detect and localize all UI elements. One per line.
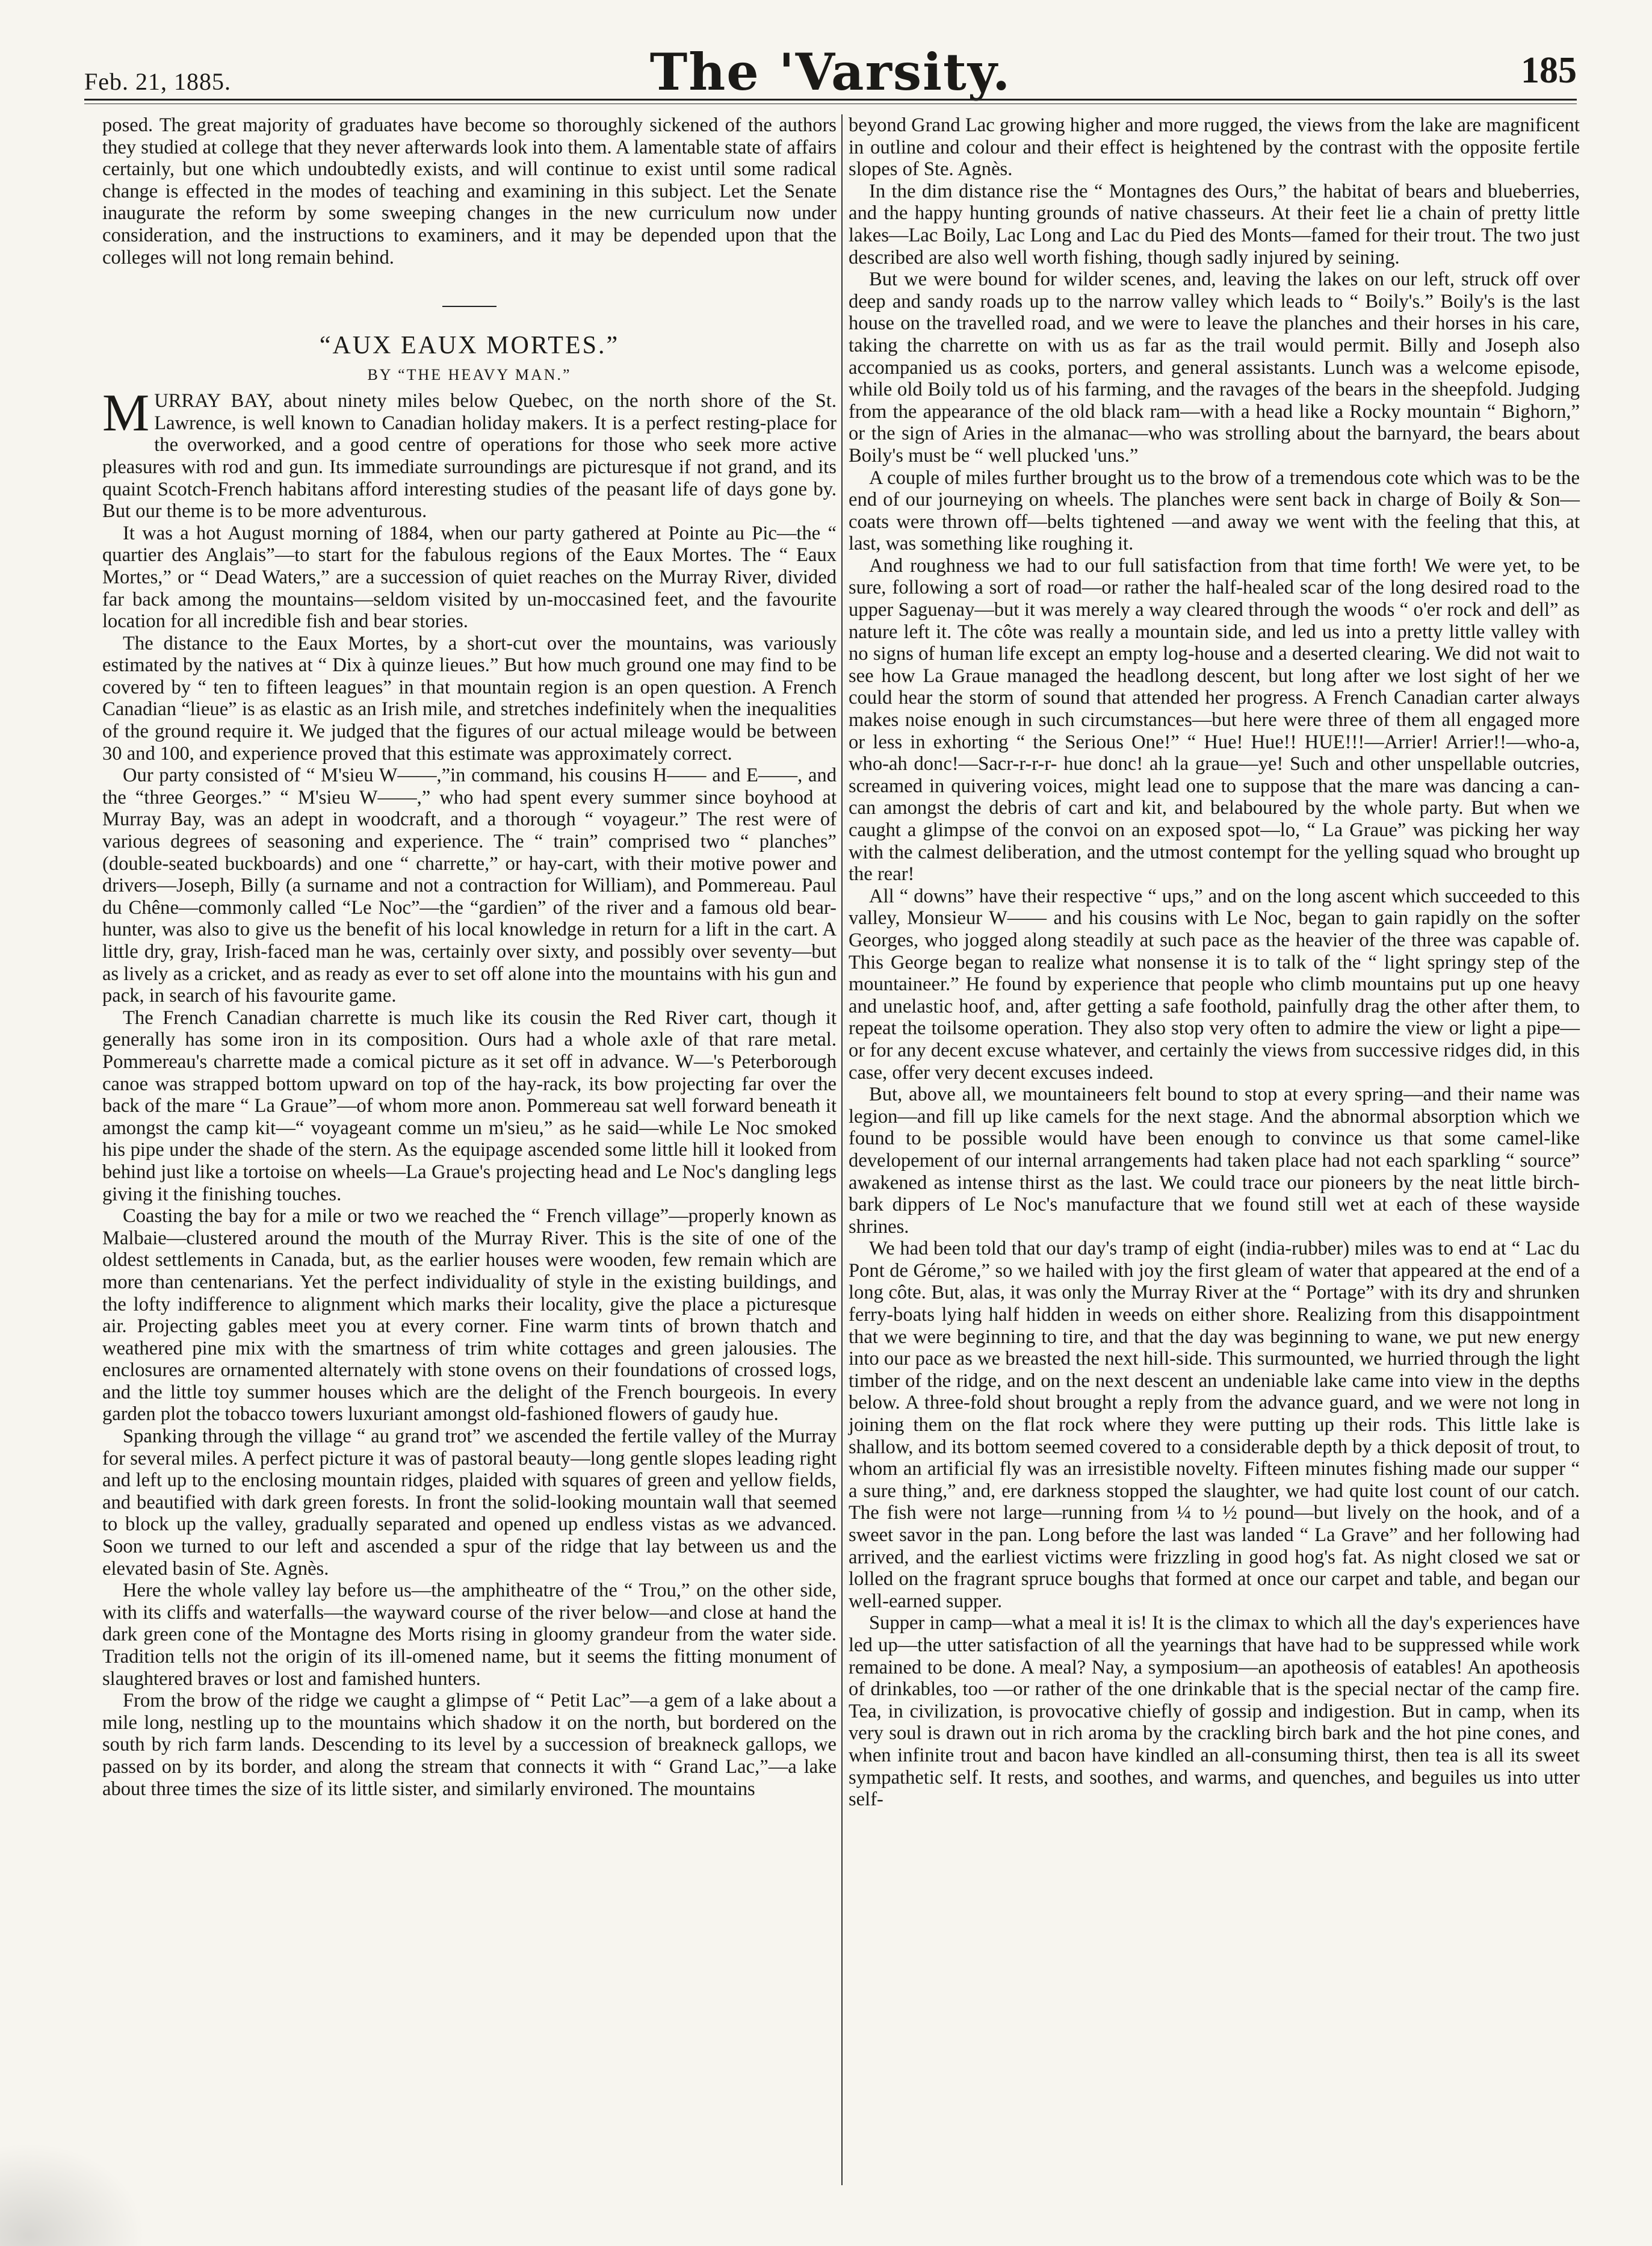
article-paragraph: The distance to the Eaux Mortes, by a short-cut over the mountains, was variously estimated by the natives at “ Dix à quinze lieues.” But how much ground one may find to be covered by “ ten to fifteen leagues” in that mountain region is an open question. A French Canadian “lieue” is as elastic as an Irish mile, and stretches indefinitely when the inequalities of the ground require it. We judged that the figures of our actual mileage would be between 30 and 100, and experience proved that this estimate was approximately correct. xyxy=(102,632,837,765)
article-paragraph: A couple of miles further brought us to the brow of a tremendous cote which was to be the end of our journeying on wheels. The planches were sent back in charge of Boily & Son—coats were thrown off—belts tightened —and away we went with the feeling that this, at last, was something like roughing it. xyxy=(849,467,1580,555)
article-paragraph: Supper in camp—what a meal it is! It is the climax to which all the day's experiences have led up—the utter satisfaction of all the yearnings that have had to be suppressed while work remained to be done. A meal? Nay, a symposium—an apotheosis of eatables! An apotheosis of drinkables, too —or rather of the one drinkable that is the special nectar of the camp fire. Tea, in civilization, is provocative chiefly of gossip and indigestion. But in camp, when its very soul is drawn out in rich aroma by the crackling birch bark and the hot pine cones, and when infinite trout and bacon have kindled an all-consuming thirst, then tea is all its sweet sympathetic self. It rests, and soothes, and warms, and quenches, and beguiles us into utter self- xyxy=(849,1612,1580,1811)
article-paragraph: Spanking through the village “ au grand trot” we ascended the fertile valley of the Murray for several miles. A perfect picture it was of pastoral beauty—long gentle slopes leading right and left up to the enclosing mountain ridges, plaided with squares of green and yellow fields, and beautified with dark green forests. In front the solid-looking mountain wall that seemed to block up the valley, gradually separated and opened up endless vistas as we advanced. Soon we turned to our left and ascended a spur of the ridge that lay between us and the elevated basin of Ste. Agnès. xyxy=(102,1425,837,1580)
article-paragraph: We had been told that our day's tramp of eight (india-rubber) miles was to end at “ Lac du Pont de Gérome,” so we hailed with joy the first gleam of water that appeared at the end of a long côte. But, alas, it was only the Murray River at the “ Portage” with its dry and shrunken ferry-boats lying half hidden in weeds on either shore. Realizing from this disappointment that we were beginning to tire, and that the day was beginning to wane, we put new energy into our pace as we breasted the next hill-side. This surmounted, we hurried through the light timber of the ridge, and on the next descent an undeniable lake came into view in the depths below. A three-fold shout brought a reply from the advance guard, and we were not long in joining them on the flat rock where they were putting up their rods. This little lake is shallow, and its bottom seemed covered to a considerable depth by a thick deposit of trout, to whom an artificial fly was an irresistible novelty. Fifteen minutes fishing made our supper “ a sure thing,” and, ere darkness stopped the slaughter, we had quite lost count of our catch. The fish were not large—running from ¼ to ½ pound—but lively on the hook, and of a sweet savor in the pan. Long before the last was landed “ La Grave” and her following had arrived, and the earliest victims were frizzling in good hog's fat. As night closed we sat or lolled on the fragrant spruce boughs that formed at once our carpet and table, and began our well-earned supper. xyxy=(849,1238,1580,1612)
page-header xyxy=(84,36,1577,102)
section-separator xyxy=(442,306,497,307)
drop-cap: M xyxy=(102,384,150,443)
article-paragraph: In the dim distance rise the “ Montagnes des Ours,” the habitat of bears and blueberries, and the happy hunting grounds of native chasseurs. At their feet lie a chain of pretty little lakes—Lac Boily, Lac Long and Lac du Pied des Monts—famed for their trout. The two just described are also well worth fishing, though sadly injured by seining. xyxy=(849,180,1580,268)
right-column xyxy=(849,114,1580,2203)
masthead-title: The 'Varsity. xyxy=(649,42,1012,102)
header-rule xyxy=(84,99,1577,101)
article-paragraph: Our party consisted of “ M'sieu W——,”in command, his cousins H—— and E——, and the “three Georges.” “ M'sieu W——,” who had spent every summer since boyhood at Murray Bay, was an adept in woodcraft, and a thorough “ voyageur.” The rest were of various degrees of seasoning and experience. The “ train” comprised two “ planches” (double-seated buckboards) and one “ charrette,” or hay-cart, with their motive power and drivers—Joseph, Billy (a surname and not a contraction for William), and Pommereau. Paul du Chêne—commonly called “Le Noc”—the “gardien” of the river and a famous old bear-hunter, was also to give us the benefit of his local knowledge in return for a lift in the cart. A little dry, gray, Irish-faced man he was, certainly over sixty, and possibly over seventy—but as lively as a cricket, and as ready as ever to set off alone into the mountains with his gun and pack, in search of his favourite game. xyxy=(102,765,837,1007)
article-byline: BY “THE HEAVY MAN.” xyxy=(367,366,572,384)
article-paragraph: From the brow of the ridge we caught a glimpse of “ Petit Lac”—a gem of a lake about a mile long, nestling up to the mountains which shadow it on the north, but bordered on the south by rich farm lands. Descending to its level by a succession of breakneck gallops, we passed on by its border, and along the stream that connects it with “ Grand Lac,”—a lake about three times the size of its little sister, and similarly environed. The mountains xyxy=(102,1690,837,1800)
page-number: 185 xyxy=(1521,50,1577,91)
article-title: “AUX EAUX MORTES.” xyxy=(319,332,620,360)
article-paragraph: But, above all, we mountaineers felt bound to stop at every spring—and their name was legion—and fill up like camels for the next stage. And the abnormal absorption which we found to be possible would have been enough to convince us that some camel-like developement of our internal arrangements had taken place had not each sparkling “ source” awakened as intense thirst as the last. We could trace our pioneers by the neat little birch-bark dippers of Le Noc's manufacture that we found still wet at each of these wayside shrines. xyxy=(849,1084,1580,1238)
article-paragraph: All “ downs” have their respective “ ups,” and on the long ascent which succeeded to this valley, Monsieur W—— and his cousins with Le Noc, began to gain rapidly on the softer Georges, who jogged along steadily at such pace as the heavier of the three was capable of. This George began to realize what nonsense it is to talk of the “ light springy step of the mountaineer.” He found by experience that people who climb mountains put up one heavy and unelastic hoof, and, after getting a safe foothold, painfully drag the other after them, to repeat the toilsome operation. They also stop very often to admire the view or light a pipe—or for any decent excuse whatever, and certainly the views from successive ridges did, in this case, offer very decent excuses indeed. xyxy=(849,885,1580,1084)
article-paragraph: Here the whole valley lay before us—the amphitheatre of the “ Trou,” on the other side, with its cliffs and waterfalls—the wayward course of the river below—and close at hand the dark green cone of the Montagne des Morts rising in gloomy grandeur from the water side. Tradition tells not the origin of its ill-omened name, but it seems the fitting monument of slaughtered braves or lost and famished hunters. xyxy=(102,1580,837,1690)
column-divider xyxy=(841,114,843,2185)
article-paragraph: But we were bound for wilder scenes, and, leaving the lakes on our left, struck off over deep and sandy roads up to the narrow valley which leads to “ Boily's.” Boily's is the last house on the travelled road, and we were to leave the planches and their horses in his care, taking the charrette on with us as far as the trail would permit. Billy and Joseph also accompanied us as cooks, porters, and general assistants. Lunch was a welcome episode, while old Boily told us of his farming, and the ravages of the bears in the sheepfold. Judging from the appearance of the old black ram—with a head like a Rocky mountain “ Bighorn,” or the sign of Aries in the almanac—who was strolling about the barnyard, the bears about Boily's must be “ well plucked 'uns.” xyxy=(849,268,1580,467)
intro-paragraph: posed. The great majority of graduates have become so thoroughly sickened of the authors they studied at college that they never afterwards look into them. A lamentable state of affairs certainly, but one which undoubtedly exists, and will continue to exist until some radical change is effected in the modes of teaching and examining in this subject. Let the Senate inaugurate the reform by some sweeping changes in the new curriculum now under consideration, and the instructions to examiners, and it may be depended upon that the colleges will not long remain behind. xyxy=(102,114,837,268)
issue-date: Feb. 21, 1885. xyxy=(84,68,231,95)
article-paragraph: beyond Grand Lac growing higher and more rugged, the views from the lake are magnificent in outline and colour and their effect is heightened by the contrast with the opposite fertile slopes of Ste. Agnès. xyxy=(849,114,1580,181)
article-paragraph: And roughness we had to our full satisfaction from that time forth! We were yet, to be sure, following a sort of road—or rather the half-healed scar of the long desired road to the upper Saguenay—but it was merely a way cleared through the woods “ o'er rock and dell” as nature left it. The côte was really a mountain side, and led us into a pretty little valley with no signs of human life except an empty log-house and a deserted clearing. We did not wait to see how La Graue managed the headlong descent, but long after we lost sight of her we could hear the storm of sound that attended her progress. A French Canadian carter always makes noise enough in such circumstances—but here were three of them all engaged more or less in exhorting “ the Serious One!” “ Hue! Hue!! HUE!!!—Arrier! Arrier!!—who-a, who-ah donc!—Sacr-r-r-r- hue donc! ah la graue—ye! Such and other unspellable outcries, screamed in quivering voices, might lead one to suppose that the mare was dancing a can-can amongst the debris of cart and kit, and belaboured by the whole party. But when we caught a glimpse of the convoi on an exposed spot—lo, “ La Graue” was picking her way with the calmest deliberation, and the utmost contempt for the yelling squad who brought up the rear! xyxy=(849,554,1580,886)
article-paragraph: It was a hot August morning of 1884, when our party gathered at Pointe au Pic—the “ quartier des Anglais”—to start for the fabulous regions of the Eaux Mortes. The “ Eaux Mortes,” or “ Dead Waters,” are a succession of quiet reaches on the Murray River, divided far back among the mountains—seldom visited by un-moccasined feet, and the favourite location for all incredible fish and bear stories. xyxy=(102,522,837,633)
article-paragraph: Coasting the bay for a mile or two we reached the “ French village”—properly known as Malbaie—clustered around the mouth of the Murray River. This is the site of one of the oldest settlements in Canada, but, as the earlier houses were wooden, few remain which are more than centenarians. Yet the perfect individuality of style in the existing buildings, and the lofty indifference to alignment which marks their locality, give the place a picturesque air. Projecting gables meet you at every corner. Fine warm tints of brown thatch and weathered pine mix with the smartness of trim white cottages and green jalousies. The enclosures are ornamented alternately with stone ovens on their foundations of crossed logs, and the little toy summer houses which are the delight of the French bourgeois. In every garden plot the tobacco towers luxuriant amongst old-fashioned flowers of gaudy hue. xyxy=(102,1205,837,1425)
article-lead-paragraph xyxy=(102,384,837,523)
article-paragraph: The French Canadian charrette is much like its cousin the Red River cart, though it generally has some iron in its composition. Ours had a whole axle of that rare metal. Pommereau's charrette made a comical picture as it set off in advance. W—'s Peterborough canoe was strapped bottom upward on top of the hay-rack, its bow projecting far over the back of the mare “ La Graue”—of whom more anon. Pommereau sat well forward beneath it amongst the camp kit—“ voyageant comme un m'sieu,” as he said—while Le Noc smoked his pipe under the shade of the stern. As the equipage ascended some little hill it looked from behind just like a tortoise on wheels—La Graue's projecting head and Le Noc's dangling legs giving it the finishing touches. xyxy=(102,1007,837,1205)
lead-text: URRAY BAY, about ninety miles below Quebec, on the north shore of the St. Lawrence, is well known to Canadian holiday makers. It is a perfect resting-place for the overworked, and a good centre of operations for those who seek more active pleasures with rod and gun. Its immediate surroundings are picturesque if not grand, and its quaint Scotch-French habitans afford interesting studies of the peasant life of days gone by. But our theme is to be more adventurous. xyxy=(102,390,837,523)
left-column xyxy=(102,114,837,2203)
scan-artifact xyxy=(0,2143,144,2246)
